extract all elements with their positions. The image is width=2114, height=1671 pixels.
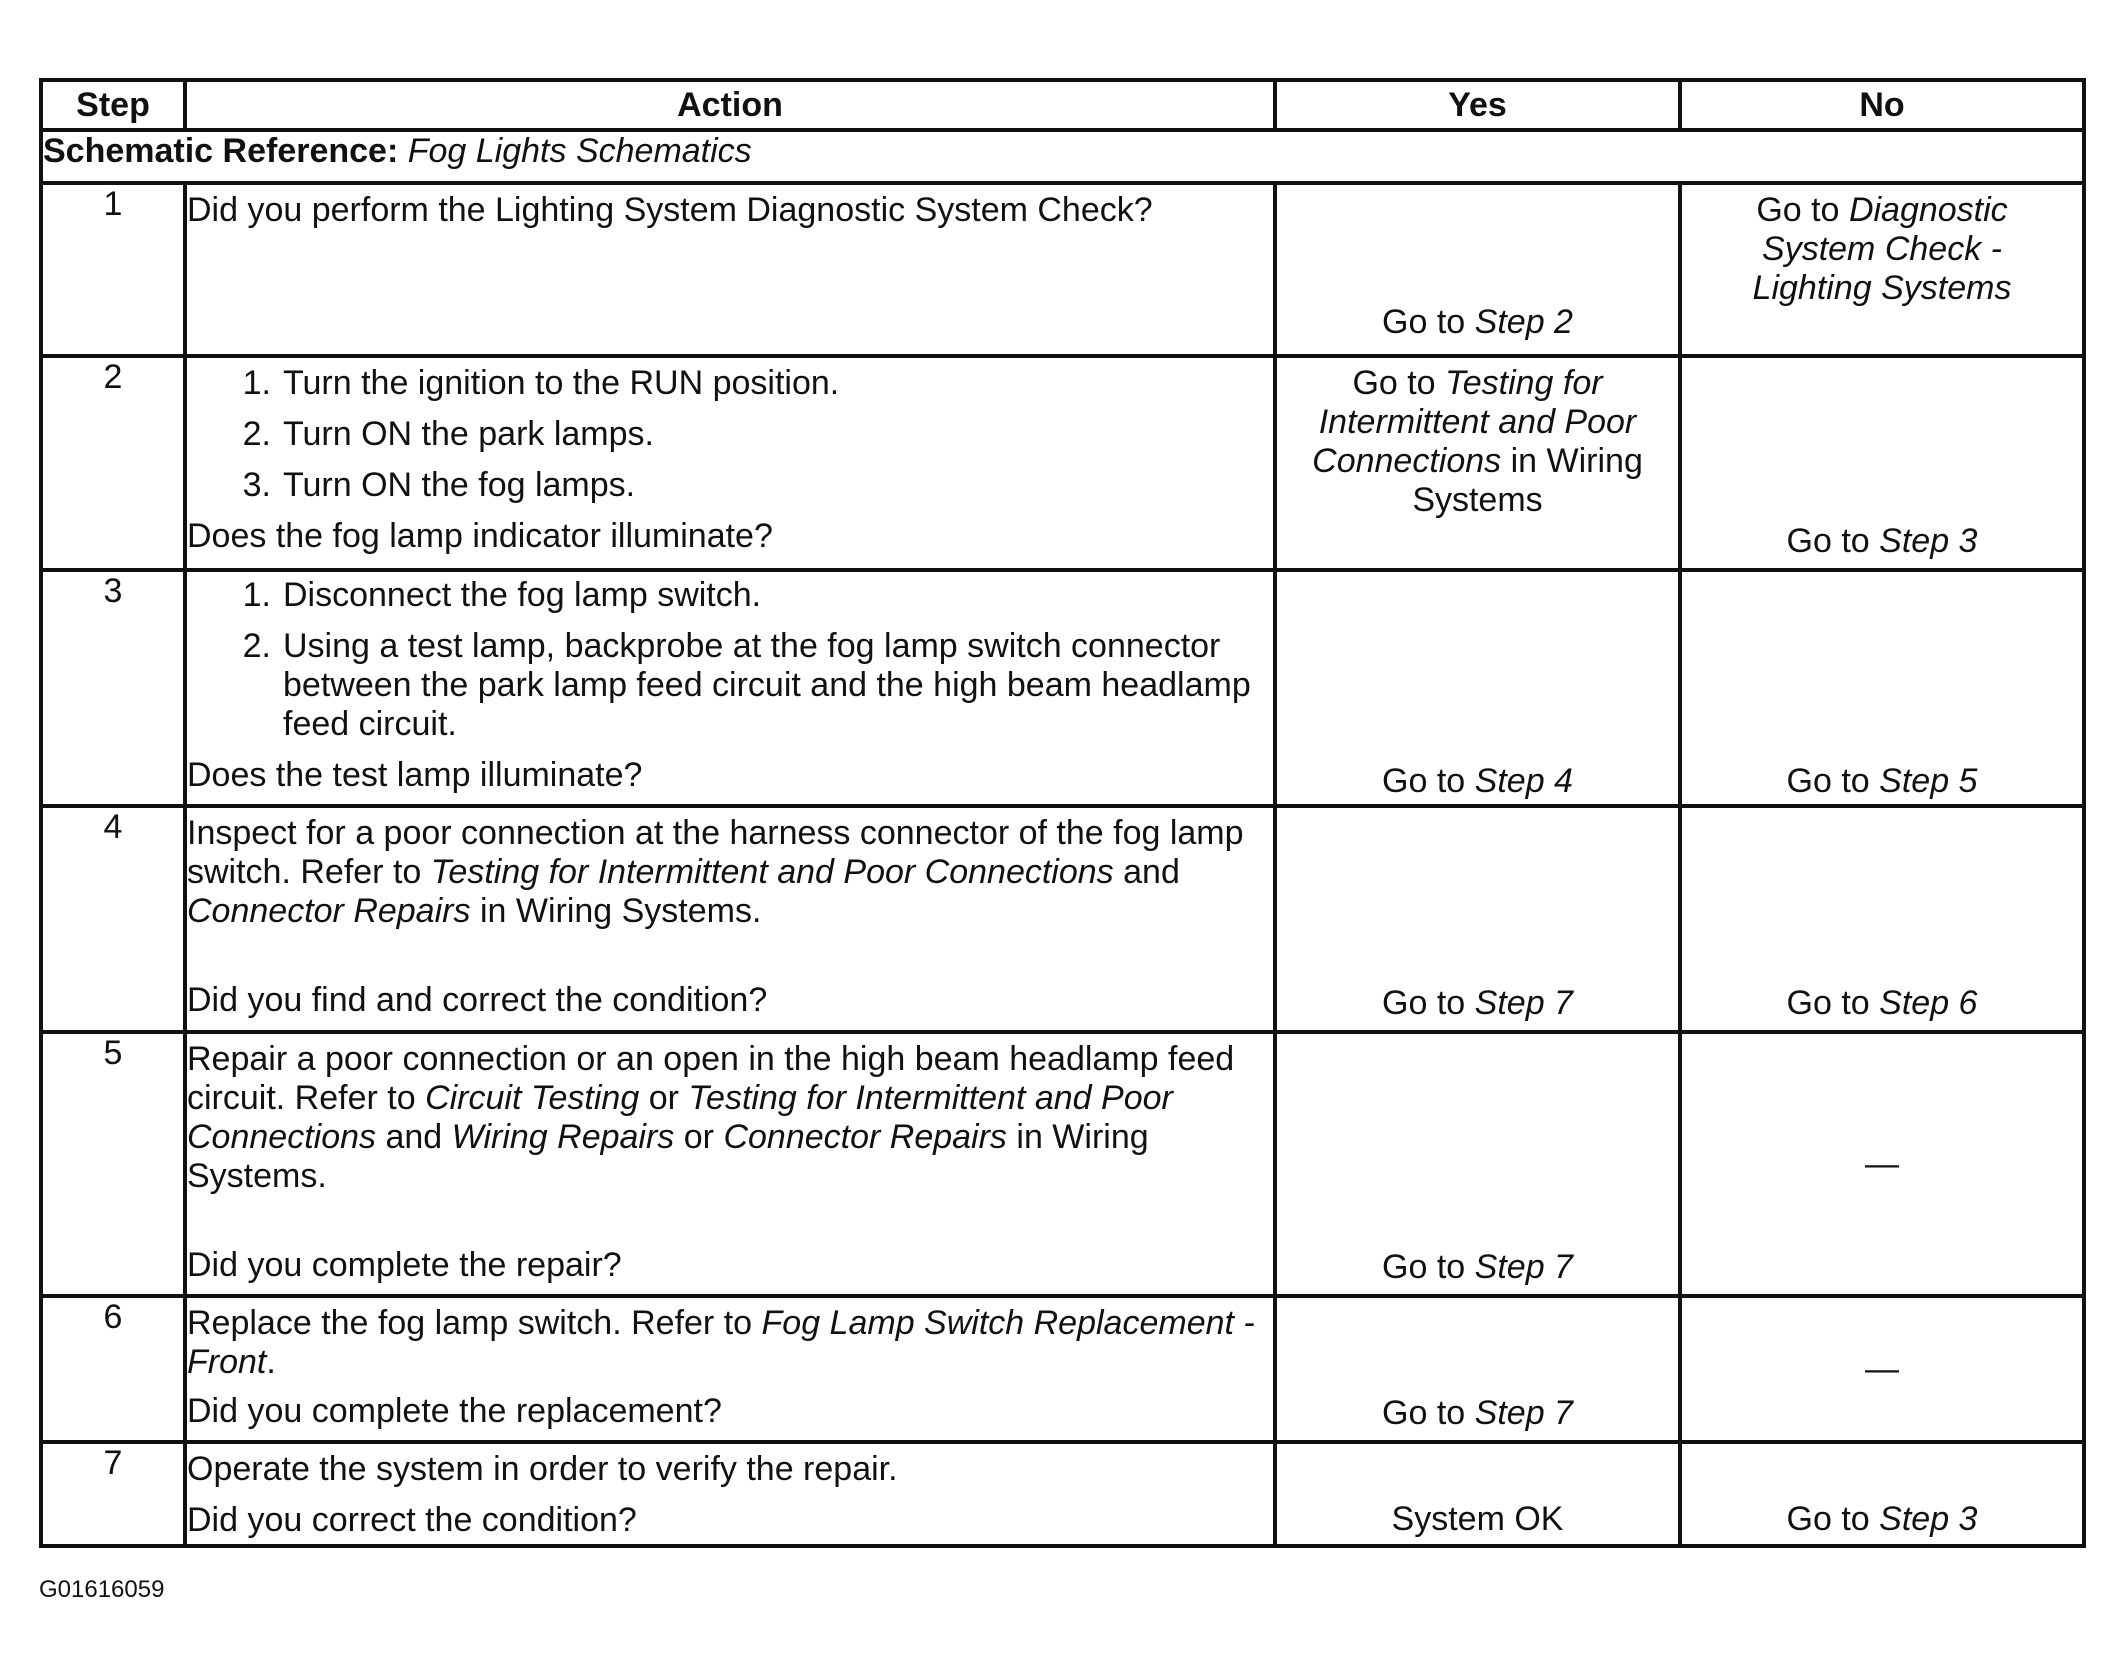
header-no: No xyxy=(1680,80,2084,130)
step-number: 5 xyxy=(41,1032,185,1296)
header-yes: Yes xyxy=(1275,80,1680,130)
no-cell xyxy=(1680,1442,2084,1546)
list-item xyxy=(187,576,1273,615)
substep-number: 2. xyxy=(242,627,271,665)
yes-link[interactable]: Step 4 xyxy=(1474,762,1573,800)
table-row xyxy=(41,1296,2084,1442)
header-action: Action xyxy=(185,80,1275,130)
yes-prefix: Go to xyxy=(1382,1248,1466,1286)
substep-text: Turn ON the fog lamps. xyxy=(283,466,636,504)
no-link[interactable]: Step 3 xyxy=(1879,1500,1978,1538)
reference-link[interactable]: Fog Lamp Switch Replacement - Front xyxy=(187,1304,1255,1381)
reference-link[interactable]: Connector Repairs xyxy=(723,1118,1007,1156)
yes-cell xyxy=(1275,1032,1680,1296)
no-prefix: Go to xyxy=(1756,191,1840,229)
yes-link[interactable]: Testing for Intermittent and Poor Connections xyxy=(1312,364,1637,480)
header-row xyxy=(41,80,2084,130)
yes-cell xyxy=(1275,183,1680,356)
table-row xyxy=(41,570,2084,806)
action-text-part: and xyxy=(385,1118,443,1156)
reference-link[interactable]: Circuit Testing xyxy=(425,1079,640,1117)
step-number: 1 xyxy=(41,183,185,356)
no-cell xyxy=(1680,570,2084,806)
no-prefix: Go to xyxy=(1786,762,1870,800)
yes-link[interactable]: Step 2 xyxy=(1474,303,1573,341)
table-row xyxy=(41,1032,2084,1296)
action-text-part: and xyxy=(1123,853,1180,891)
step-number: 4 xyxy=(41,806,185,1032)
yes-prefix: Go to xyxy=(1382,1394,1466,1432)
substep-number: 3. xyxy=(242,466,271,504)
substep-number: 2. xyxy=(242,415,271,453)
action-question: Did you perform the Lighting System Diagnostic System Check? xyxy=(187,191,1153,229)
step-number: 6 xyxy=(41,1296,185,1442)
list-item xyxy=(187,364,1273,403)
step-number: 3 xyxy=(41,570,185,806)
substep-text: Using a test lamp, backprobe at the fog lamp switch connector between the park lamp feed circuit and the high beam headlamp feed circuit. xyxy=(283,627,1251,743)
yes-cell xyxy=(1275,1442,1680,1546)
action-text-part: Repair a poor connection or an open in the high beam headlamp feed circuit. Refer to xyxy=(187,1040,1235,1117)
reference-link[interactable]: Connector Repairs xyxy=(187,892,471,930)
substep-list xyxy=(187,572,1273,744)
substep-number: 1. xyxy=(242,576,271,614)
yes-cell xyxy=(1275,570,1680,806)
list-item xyxy=(187,627,1273,744)
table-row xyxy=(41,356,2084,570)
substep-number: 1. xyxy=(242,364,271,402)
no-cell: — xyxy=(1680,1032,2084,1296)
no-cell xyxy=(1680,356,2084,570)
schematic-label: Schematic Reference: xyxy=(43,132,399,170)
yes-prefix: Go to xyxy=(1382,303,1466,341)
action-cell xyxy=(185,356,1275,570)
action-cell xyxy=(185,570,1275,806)
action-text-part: or xyxy=(648,1079,679,1117)
action-text-part: in Wiring Systems. xyxy=(479,892,762,930)
no-link[interactable]: Step 5 xyxy=(1879,762,1978,800)
header-step: Step xyxy=(41,80,185,130)
table-row xyxy=(41,183,2084,356)
reference-link[interactable]: Wiring Repairs xyxy=(451,1118,675,1156)
action-text-part: Replace the fog lamp switch. Refer to xyxy=(187,1304,753,1342)
yes-suffix: in Wiring Systems xyxy=(1412,442,1643,519)
yes-link[interactable]: Step 7 xyxy=(1474,984,1573,1022)
schematic-reference xyxy=(41,130,2084,183)
no-prefix: Go to xyxy=(1786,1500,1870,1538)
table-row xyxy=(41,806,2084,1032)
action-text-part: in Wiring Systems. xyxy=(187,1118,1149,1195)
substep-text: Turn ON the park lamps. xyxy=(283,415,654,453)
yes-link[interactable]: Step 7 xyxy=(1474,1248,1573,1286)
yes-prefix: Go to xyxy=(1352,364,1436,402)
action-text xyxy=(187,1034,1273,1196)
reference-link[interactable]: Testing for Intermittent and Poor Connections xyxy=(187,1079,1173,1156)
action-question: Did you correct the condition? xyxy=(187,1501,637,1539)
reference-link[interactable]: Testing for Intermittent and Poor Connections xyxy=(430,853,1114,891)
action-cell xyxy=(185,1296,1275,1442)
no-cell xyxy=(1680,183,2084,356)
schematic-link[interactable]: Fog Lights Schematics xyxy=(407,132,752,170)
action-text xyxy=(187,1298,1273,1382)
action-cell xyxy=(185,806,1275,1032)
substep-text: Turn the ignition to the RUN position. xyxy=(283,364,840,402)
yes-prefix: Go to xyxy=(1382,984,1466,1022)
no-cell: — xyxy=(1680,1296,2084,1442)
no-prefix: Go to xyxy=(1786,522,1870,560)
action-question: Did you complete the replacement? xyxy=(187,1392,722,1430)
no-link[interactable]: Diagnostic System Check - Lighting Systems xyxy=(1752,191,2012,307)
no-link[interactable]: Step 6 xyxy=(1879,984,1978,1022)
yes-link[interactable]: Step 7 xyxy=(1474,1394,1573,1432)
action-text: Operate the system in order to verify the repair. xyxy=(187,1450,898,1488)
no-link[interactable]: Step 3 xyxy=(1879,522,1978,560)
yes-cell xyxy=(1275,1296,1680,1442)
substep-text: Disconnect the fog lamp switch. xyxy=(283,576,762,614)
figure-code: G01616059 xyxy=(39,1576,165,1603)
yes-cell xyxy=(1275,806,1680,1032)
yes-prefix: Go to xyxy=(1382,762,1466,800)
step-number: 7 xyxy=(41,1442,185,1546)
action-cell xyxy=(185,183,1275,356)
action-text-part: . xyxy=(266,1343,276,1381)
yes-result: System OK xyxy=(1391,1500,1564,1538)
action-cell xyxy=(185,1442,1275,1546)
schematic-reference-row xyxy=(41,130,2084,183)
table-row xyxy=(41,1442,2084,1546)
action-text-part: or xyxy=(683,1118,714,1156)
diagnostic-table xyxy=(39,78,2086,1548)
list-item xyxy=(187,466,1273,505)
action-question: Did you complete the repair? xyxy=(187,1246,622,1284)
substep-list xyxy=(187,358,1273,505)
action-question: Did you find and correct the condition? xyxy=(187,981,768,1019)
no-prefix: Go to xyxy=(1786,984,1870,1022)
action-text-part: Inspect for a poor connection at the harness connector of the fog lamp switch. Refer to xyxy=(187,814,1244,891)
action-question: Does the fog lamp indicator illuminate? xyxy=(187,517,773,555)
action-text xyxy=(187,808,1273,931)
list-item xyxy=(187,415,1273,454)
action-cell xyxy=(185,1032,1275,1296)
step-number: 2 xyxy=(41,356,185,570)
action-question: Does the test lamp illuminate? xyxy=(187,756,643,794)
no-cell xyxy=(1680,806,2084,1032)
yes-cell xyxy=(1275,356,1680,570)
